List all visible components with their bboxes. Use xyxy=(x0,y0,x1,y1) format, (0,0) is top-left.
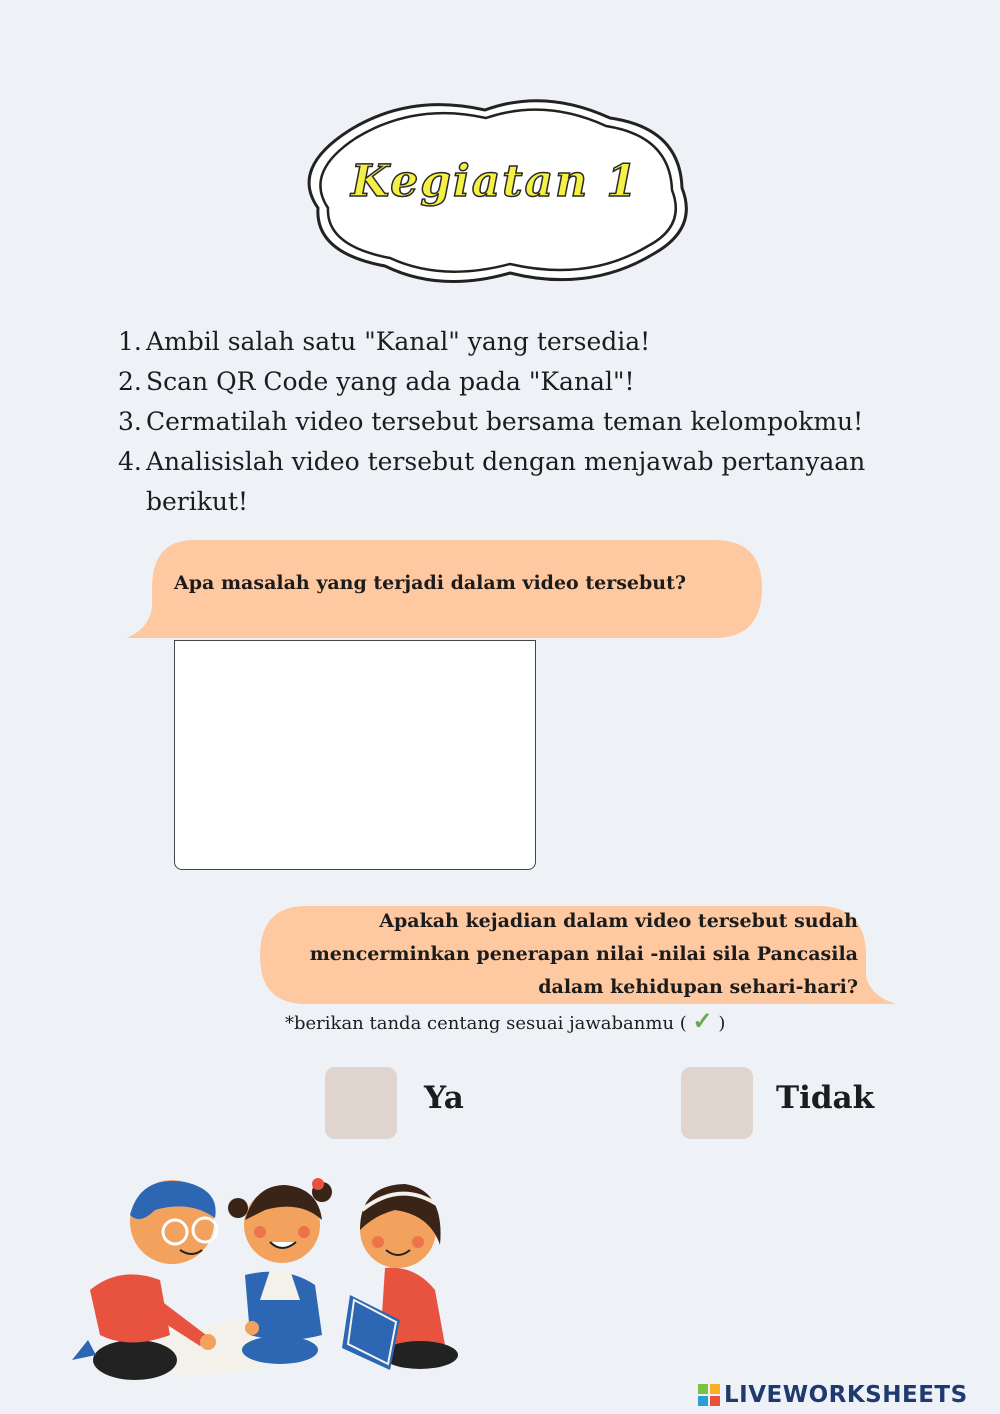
question2-line: dalam kehidupan sehari-hari? xyxy=(538,976,858,998)
question1-text: Apa masalah yang terjadi dalam video tersebut? xyxy=(174,572,687,594)
checkmark-icon: ✓ xyxy=(692,1006,713,1035)
instruction-number: 2. xyxy=(118,367,142,396)
checkbox-ya[interactable] xyxy=(325,1067,397,1139)
instruction-item xyxy=(118,442,898,522)
checkbox-tidak[interactable] xyxy=(681,1067,753,1139)
logo-text: LIVEWORKSHEETS xyxy=(724,1382,968,1408)
page-title: Kegiatan 1 xyxy=(350,156,640,207)
hint-prefix: *berikan tanda centang sesuai jawabanmu ( xyxy=(285,1013,687,1034)
instruction-text: Analisislah video tersebut dengan menjawab pertanyaan berikut! xyxy=(146,447,866,516)
question2-line: Apakah kejadian dalam video tersebut sudah xyxy=(379,910,858,932)
liveworksheets-logo xyxy=(698,1380,968,1410)
title-cloud xyxy=(290,88,700,293)
hint-suffix: ) xyxy=(718,1013,726,1034)
instruction-number: 4. xyxy=(118,447,142,476)
instruction-item xyxy=(118,402,898,442)
instruction-item xyxy=(118,322,898,362)
option-ya-label: Ya xyxy=(424,1080,464,1116)
instruction-number: 3. xyxy=(118,407,142,436)
instruction-text: Ambil salah satu "Kanal" yang tersedia! xyxy=(146,327,651,356)
instruction-text: Cermatilah video tersebut bersama teman kelompokmu! xyxy=(146,407,864,436)
instruction-item xyxy=(118,362,898,402)
question2-line: mencerminkan penerapan nilai -nilai sila Pancasila xyxy=(309,943,858,965)
option-tidak-label: Tidak xyxy=(776,1080,875,1116)
instructions-list xyxy=(118,322,898,522)
instruction-number: 1. xyxy=(118,327,142,356)
logo-mark-icon xyxy=(698,1384,720,1406)
girl-figure-right xyxy=(342,1184,458,1370)
hint-text xyxy=(285,1006,845,1035)
answer-input[interactable] xyxy=(174,640,536,870)
instruction-text: Scan QR Code yang ada pada "Kanal"! xyxy=(146,367,635,396)
question2-text xyxy=(300,905,858,1004)
children-illustration xyxy=(60,1170,480,1390)
